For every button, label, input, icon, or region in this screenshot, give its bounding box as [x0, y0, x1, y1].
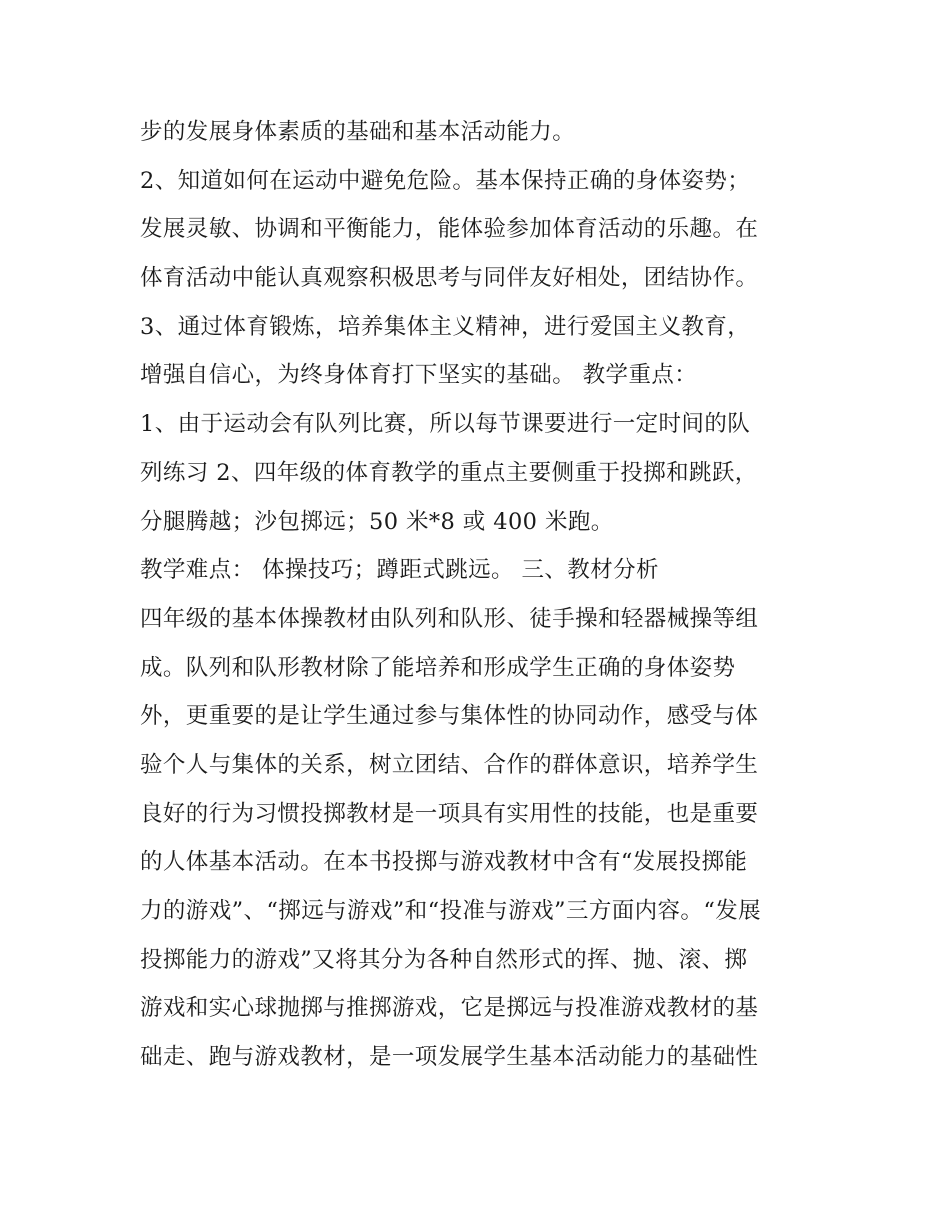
text-line: 体育活动中能认真观察积极思考与同伴友好相处，团结协作。 [140, 265, 759, 292]
text-line: 力的游戏”、“掷远与游戏”和“投准与游戏”三方面内容。“发展 [140, 898, 762, 924]
text-line: 分腿腾越；沙包掷远；50 米*8 或 400 米跑。 [140, 508, 614, 535]
text-line: 础走、跑与游戏教材，是一项发展学生基本活动能力的基础性 [140, 1044, 759, 1071]
text-line: 教学难点： 体操技巧；蹲距式跳远。 三、教材分析 [140, 557, 659, 584]
body-text [140, 108, 820, 1082]
text-line: 验个人与集体的关系，树立团结、合作的群体意识，培养学生 [140, 751, 759, 778]
text-line: 投掷能力的游戏”又将其分为各种自然形式的挥、抛、滚、掷 [140, 946, 748, 973]
text-line: 的人体基本活动。在本书投掷与游戏教材中含有“发展投掷能 [140, 849, 748, 876]
text-line: 良好的行为习惯投掷教材是一项具有实用性的技能，也是重要 [140, 800, 759, 827]
text-line: 1、由于运动会有队列比赛，所以每节课要进行一定时间的队 [140, 411, 751, 438]
text-line: 2、知道如何在运动中避免危险。基本保持正确的身体姿势； [140, 167, 751, 194]
text-line: 增强自信心，为终身体育打下坚实的基础。 教学重点： [140, 362, 698, 389]
text-line: 四年级的基本体操教材由队列和队形、徒手操和轻器械操等组 [140, 605, 759, 632]
text-line: 列练习 2、四年级的体育教学的重点主要侧重于投掷和跳跃， [140, 459, 758, 486]
text-line: 步的发展身体素质的基础和基本活动能力。 [140, 119, 576, 145]
text-line: 外，更重要的是让学生通过参与集体性的协同动作，感受与体 [140, 703, 759, 730]
text-line: 成。队列和队形教材除了能培养和形成学生正确的身体姿势 [140, 654, 736, 681]
text-line: 3、通过体育锻炼，培养集体主义精神，进行爱国主义教育， [140, 313, 751, 340]
text-line: 游戏和实心球抛掷与推掷游戏，它是掷远与投准游戏教材的基 [140, 995, 759, 1022]
text-line: 发展灵敏、协调和平衡能力，能体验参加体育活动的乐趣。在 [140, 216, 759, 243]
